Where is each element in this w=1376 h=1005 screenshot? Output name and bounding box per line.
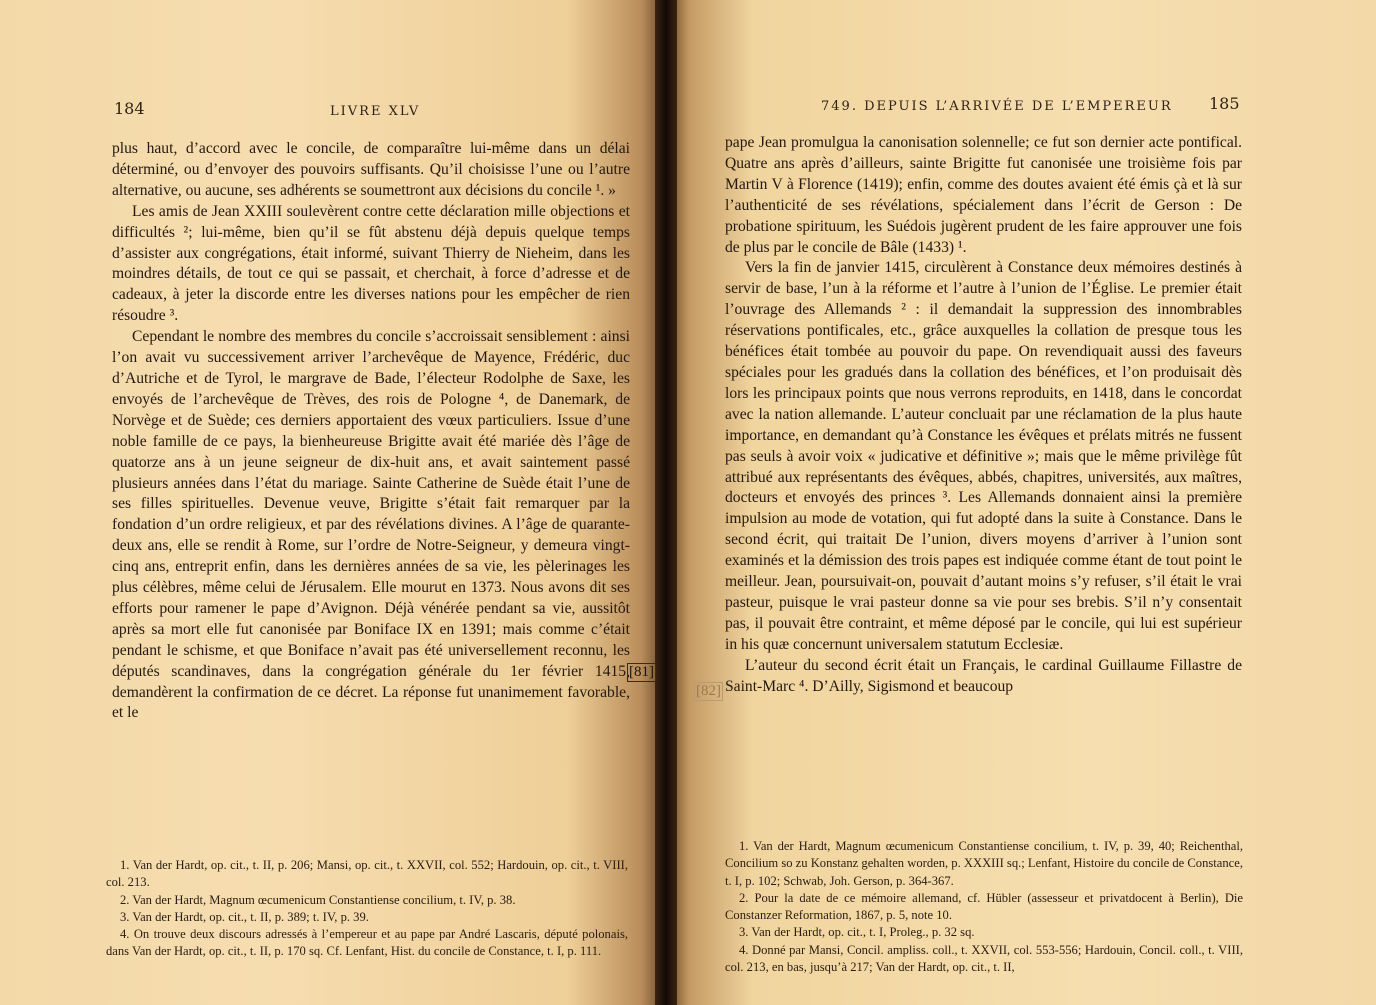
paragraph: Cependant le nombre des membres du concile s’accroissait sensiblement : ainsi l’on avait vu successivement arriver l’archevêque de Mayence, Frédéric, duc d’Autriche et de Tyrol, le margrave de Bade, l’électeur Rodolphe de Saxe, les envoyés de l’archevêque de Trèves, des rois de Pologne ⁴, de Danemark, de Norvège et de Suède; ces derniers apportaient des vœux particuliers. Issue d’une noble famille de ce pays, la bienheureuse Brigitte avait été mariée dès l’âge de quatorze ans à un jeune seigneur de dix-huit ans, et avait saintement passé plusieurs années dans l’état du mariage. Sainte Catherine de Suède était l’une de ses filles spirituelles. Devenue veuve, Brigitte s’était fait remarquer par la fondation d’un ordre religieux, et par des révélations divines. A l’âge de quarante-deux ans, elle se rendit à Rome, sur l’ordre de Notre-Seigneur, y demeura vingt-cinq ans, entreprit enfin, dans les dernières années de sa vie, les pèlerinages les plus célèbres, même celui de Jérusalem. Elle mourut en 1373. Nous avons dit ses efforts pour ramener le pape d’Avignon. Déjà vénérée pendant sa vie, aussitôt après sa mort elle fut canonisée par Boniface IX en 1391; mais comme c’était pendant le schisme, et que Boniface n’avait pas été universellement reconnu, les députés scandinaves, dans la congrégation générale du 1er février 1415, demandèrent la confirmation de ce décret. La réponse fut unanimement favorable, et le — [112, 328, 630, 722]
footnote: 4. Donné par Mansi, Concil. ampliss. coll., t. XXVII, col. 553-556; Hardouin, Concil. coll., t. VIII, col. 213, en bas, jusqu’à 217; Van der Hardt, op. cit., t. II, — [725, 942, 1243, 975]
margin-page-marker: [82] — [696, 683, 721, 699]
paragraph: Vers la fin de janvier 1415, circulèrent à Constance deux mémoires destinés à servir de base, l’un à la réforme et l’autre à l’union de l’Église. Le premier était l’ouvrage des Allemands ² : il demandait la suppression des innombrables réservations pontificales, etc., grâce auxquelles la collation de presque tous les bénéfices était tombée au pouvoir du pape. On revendiquait aussi des faveurs spéciales pour les gradués dans la collation des bénéfices, et l’on produisait dès lors les principaux points que nous verrons reproduits, en 1418, dans le concordat avec la nation allemande. L’auteur concluait par une réclamation de la plus haute importance, en demandant qu’à Constance les évêques et prélats mitrés ne fussent pas seuls à avoir voix « judicative et définitive »; mais que le même privilège fût attribué aux représentants des évêques, abbés, chapitres, universités, aux maîtres, docteurs et envoyés des princes ³. Les Allemands donnaient ainsi la première impulsion au mode de votation, qui fut adopté dans la suite à Constance. Dans le second écrit, qui traitait De l’union, divers moyens d’arriver à l’union sont examinés et la démission des trois papes est indiquée comme étant de tout point le meilleur. Jean, poursuivait-on, pouvait d’autant moins s’y refuser, s’il était le vrai pasteur, puisque le vrai pasteur donne sa vie pour ses brebis. S’il n’y consentait pas, il pouvait être contraint, et même déposé par le concile, qui lui est supérieur in his quæ concernunt universalem statutum Ecclesiæ. — [725, 259, 1242, 653]
footnotes — [106, 857, 628, 961]
page-number: 185 — [1209, 94, 1240, 113]
footnote: 4. On trouve deux discours adressés à l’empereur et au pape par André Lascaris, député polonais, dans Van der Hardt, op. cit., t. II, p. 170 sq. Cf. Lenfant, Hist. du concile de Constance, t. I, p. 111. — [106, 927, 628, 959]
body-text — [725, 133, 1242, 697]
footnote: 2. Pour la date de ce mémoire allemand, cf. Hübler (assesseur et privatdocent à Berlin), Die Constanzer Reformation, 1867, p. 5, note 10. — [725, 890, 1243, 923]
running-head: LIVRE XLV — [330, 104, 421, 119]
footnotes — [725, 838, 1243, 976]
left-page — [0, 0, 668, 1005]
footnote: 1. Van der Hardt, op. cit., t. II, p. 206; Mansi, op. cit., t. XXVII, col. 552; Hardouin, op. cit., t. VIII, col. 213. — [106, 858, 628, 890]
paragraph: Les amis de Jean XXIII soulevèrent contre cette déclaration mille objections et difficultés ²; lui-même, bien qu’il se fût abstenu déjà depuis quelque temps d’assister aux congrégations, était informé, suivant Thierry de Nieheim, dans les moindres détails, de tout ce qui se passait, et cherchait, à force d’adresse et de cadeaux, à jeter la discorde entre les diverses nations pour les empêcher de rien résoudre ³. — [112, 202, 630, 325]
running-head: 749. DEPUIS L’ARRIVÉE DE L’EMPEREUR — [821, 99, 1173, 114]
footnote: 3. Van der Hardt, op. cit., t. II, p. 389; t. IV, p. 39. — [120, 909, 369, 924]
footnote: 2. Van der Hardt, Magnum œcumenicum Constantiense concilium, t. IV, p. 38. — [120, 892, 516, 907]
book-gutter — [655, 0, 677, 1005]
paragraph: L’auteur du second écrit était un Français, le cardinal Guillaume Fillastre de Saint-Marc ⁴. D’Ailly, Sigismond et beaucoup — [725, 656, 1242, 695]
footnote: 3. Van der Hardt, op. cit., t. I, Proleg., p. 32 sq. — [739, 925, 975, 940]
right-page — [668, 0, 1376, 1005]
paragraph: plus haut, d’accord avec le concile, de comparaître lui-même dans un délai déterminé, ou d’envoyer des pouvoirs suffisants. Qu’il choisisse l’une ou l’autre alternative, ou aucune, ses adhérents se soumettront aux décisions du concile ¹. » — [112, 140, 630, 199]
footnote: 1. Van der Hardt, Magnum œcumenicum Constantiense concilium, t. IV, p. 39, 40; Reichenthal, Concilium so zu Konstanz gehalten worden, p. XXXIII sq.; Lenfant, Histoire du concile de Constance, t. I, p. 102; Schwab, Joh. Gerson, p. 364-367. — [725, 839, 1243, 888]
paragraph: pape Jean promulgua la canonisation solennelle; ce fut son dernier acte pontifical. Quatre ans après d’ailleurs, sainte Brigitte fut canonisée une troisième fois par Martin V à Florence (1419); enfin, comme des doutes avaient été émis çà et là sur l’authenticité de ses révélations, spécialement dans l’écrit de Gerson : De probatione spirituum, les Suédois jugèrent prudent de les faire approuver une fois de plus par le concile de Bâle (1433) ¹. — [725, 134, 1242, 256]
body-text — [112, 139, 630, 724]
page-number: 184 — [114, 99, 145, 118]
margin-page-marker: [81] — [629, 664, 654, 680]
